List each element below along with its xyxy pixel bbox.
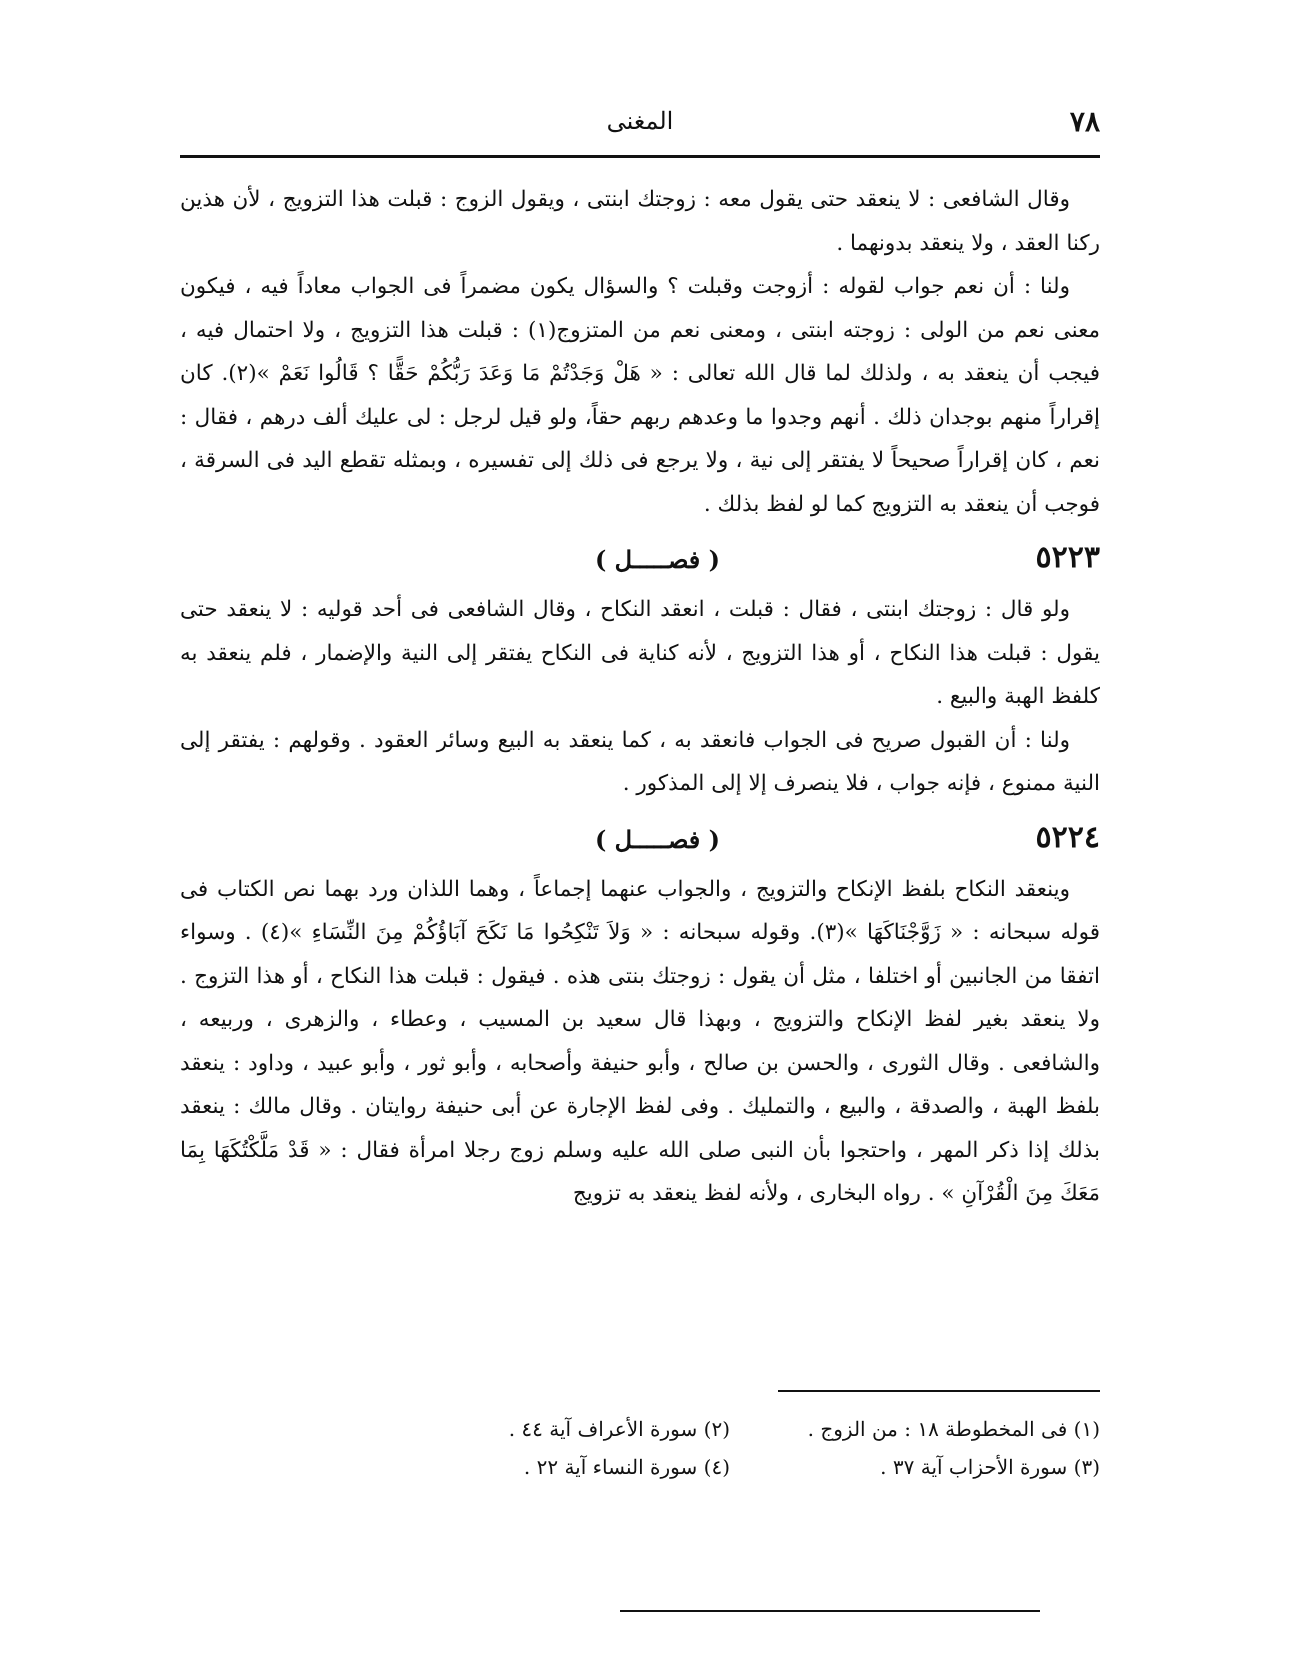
header-rule (180, 155, 1100, 158)
page-header (180, 105, 1100, 155)
paragraph: ولو قال : زوجتك ابنتى ، فقال : قبلت ، انعقد النكاح ، وقال الشافعى فى أحد قوليه : لا ينعقد حتى يقول : قبلت هذا النكاح ، أو هذا التزويج ، لأنه كناية فى النكاح يفتقر إلى النية والإضمار ، فلم ينعقد به كلفظ الهبة والبيع . (180, 597, 1100, 709)
paragraph: وينعقد النكاح بلفظ الإنكاح والتزويج ، والجواب عنهما إجماعاً ، وهما اللذان ورد بهما نص الكتاب فى قوله سبحانه : « زَوَّجْنَاكَهَا »(٣). وقوله سبحانه : « وَلاَ تَنْكِحُوا مَا نَكَحَ آبَاؤُكُمْ مِنَ النِّسَاءِ »(٤) . وسواء اتفقا من الجانبين أو اختلفا ، مثل أن يقول : زوجتك بنتى هذه . فيقول : قبلت هذا النكاح ، أو هذا التزوج . ولا ينعقد بغير لفظ الإنكاح والتزويج ، وبهذا قال سعيد بن المسيب ، وعطاء ، والزهرى ، وربيعه ، والشافعى . وقال الثورى ، والحسن بن صالح ، وأبو حنيفة وأصحابه ، وأبو ثور ، وأبو عبيد ، وداود : ينعقد بلفظ الهبة ، والصدقة ، والبيع ، والتمليك . وفى لفظ الإجارة عن أبى حنيفة روايتان . وقال مالك : ينعقد بذلك إذا ذكر المهر ، واحتجوا بأن النبى صلى الله عليه وسلم زوج رجلا امرأة فقال : « قَدْ مَلَّكْتُكَهَا بِمَا مَعَكَ مِنَ الْقُرْآنِ » . رواه البخارى ، ولأنه لفظ ينعقد به تزويج (180, 876, 1100, 1206)
footnote: (٣) سورة الأحزاب آية ٣٧ . (880, 1455, 1100, 1479)
section-number: ٥٢٢٤ (1035, 819, 1100, 855)
page-number: ٧٨ (1069, 105, 1100, 138)
section-number: ٥٢٢٣ (1035, 540, 1100, 575)
footnote-rule (778, 1390, 1100, 1392)
section-title: ( فصـــــل ) (594, 824, 720, 854)
paragraph: وقال الشافعى : لا ينعقد حتى يقول معه : زوجتك ابنتى ، ويقول الزوج : قبلت هذا التزويج ، لأن هذين ركنا العقد ، ولا ينعقد بدونهما . (180, 187, 1100, 256)
section-title: ( فصـــــل ) (594, 545, 720, 574)
footnote-row (360, 1448, 1100, 1486)
bottom-rule (620, 1610, 1040, 1612)
footnotes (360, 1410, 1100, 1486)
footnote: (٤) سورة النساء آية ٢٢ . (523, 1455, 730, 1479)
main-text (180, 178, 1100, 1216)
paragraph: ولنا : أن نعم جواب لقوله : أزوجت وقبلت ؟ والسؤال يكون مضمراً فى الجواب معاداً فيه ، فيكون معنى نعم من الولى : زوجته ابنتى ، ومعنى نعم من المتزوج(١) : قبلت هذا التزويج ، ولا احتمال فيه ، فيجب أن ينعقد به ، ولذلك لما قال الله تعالى : « هَلْ وَجَدْتُمْ مَا وَعَدَ رَبُّكُمْ حَقًّا ؟ قَالُوا نَعَمْ »(٢). كان إقراراً منهم بوجدان ذلك . أنهم وجدوا ما وعدهم ربهم حقاً، ولو قيل لرجل : لى عليك ألف درهم ، فقال : نعم ، كان إقراراً صحيحاً لا يفتقر إلى نية ، ولا يرجع فى ذلك إلى تفسيره ، وبمثله تقطع اليد فى السرقة ، فوجب أن ينعقد به التزويج كما لو لفظ بذلك . (180, 274, 1100, 517)
section-heading (180, 812, 1100, 864)
footnote-row (360, 1410, 1100, 1448)
footnote: (٢) سورة الأعراف آية ٤٤ . (508, 1417, 730, 1441)
paragraph: ولنا : أن القبول صريح فى الجواب فانعقد به ، كما ينعقد به البيع وسائر العقود . وقولهم : يفتقر إلى النية ممنوع ، فإنه جواب ، فلا ينصرف إلا إلى المذكور . (180, 727, 1100, 796)
footnote: (١) فى المخطوطة ١٨ : من الزوج . (807, 1417, 1100, 1441)
running-title: المغنى (606, 107, 674, 135)
section-heading (180, 532, 1100, 584)
